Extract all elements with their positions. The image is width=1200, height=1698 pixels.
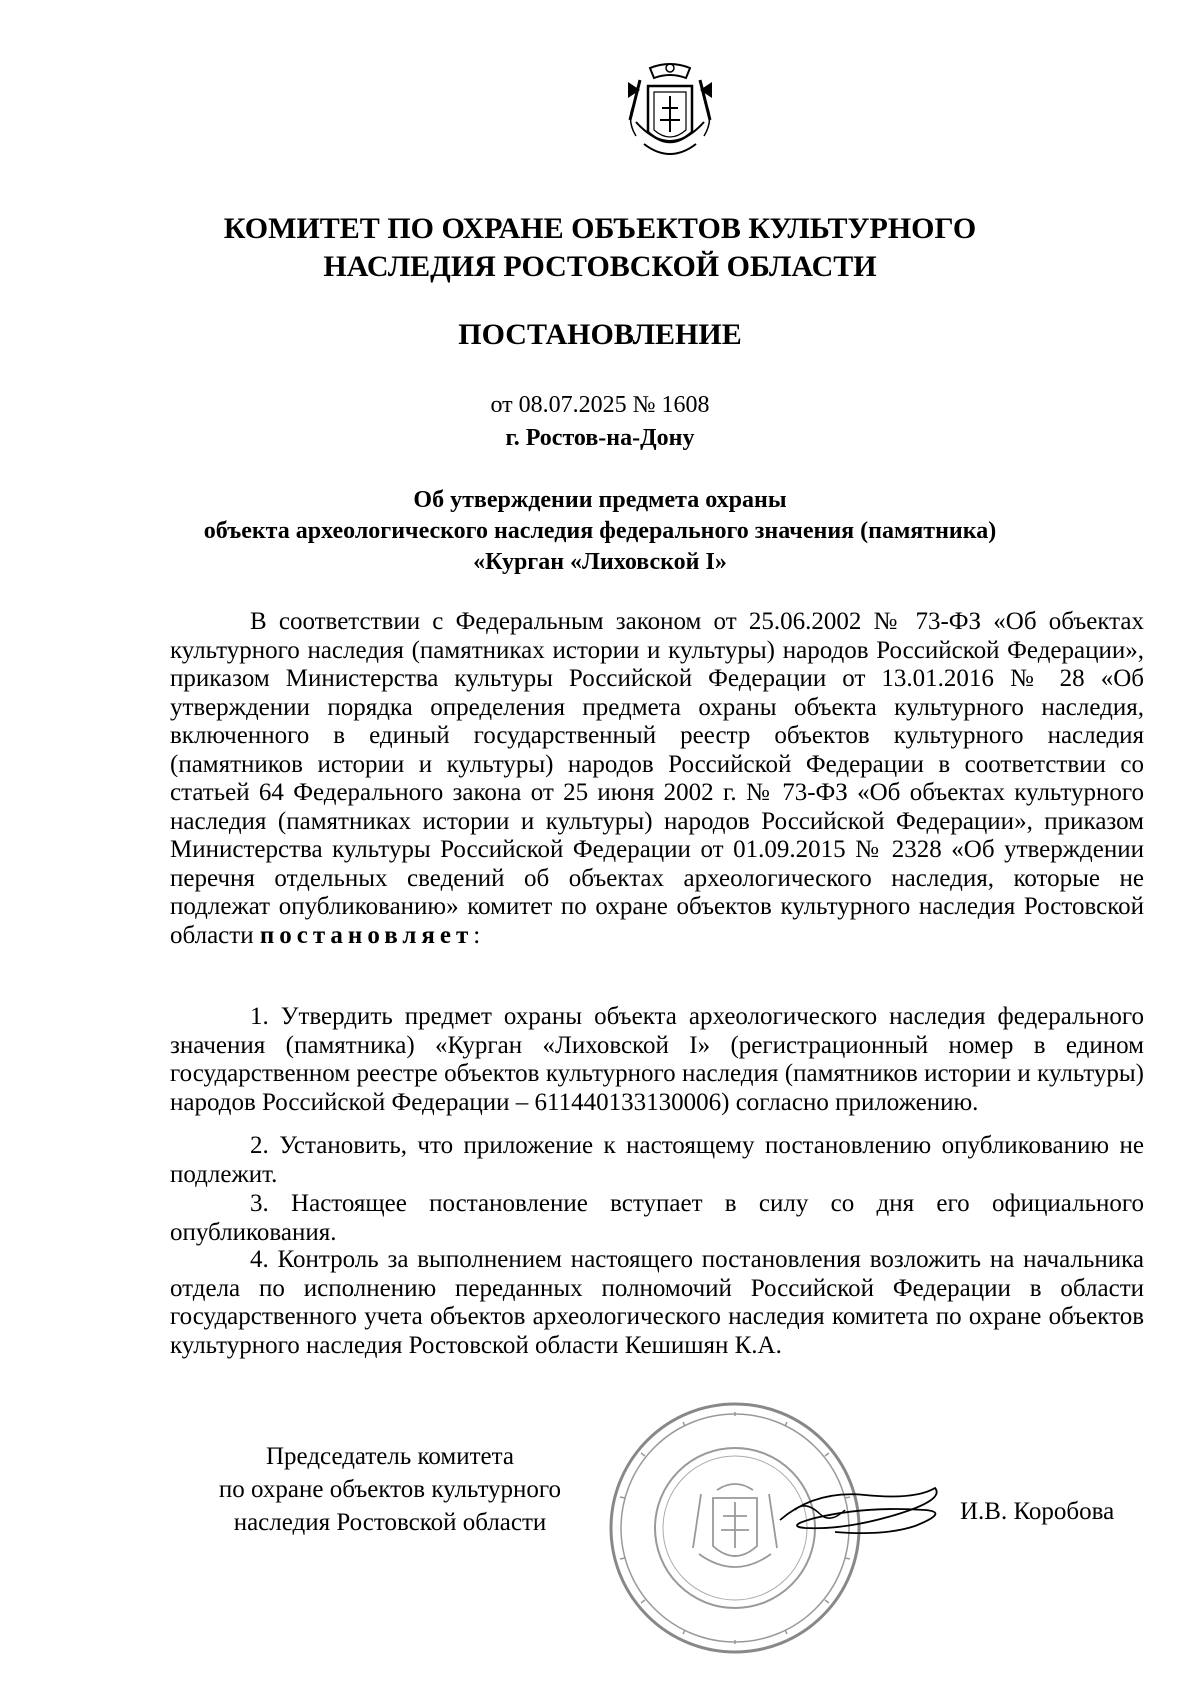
decree-word: постановляет	[259, 921, 474, 949]
title-line3: «Курган «Лиховской I»	[473, 549, 727, 575]
signer-position	[180, 1440, 600, 1539]
coat-of-arms-icon	[620, 60, 720, 170]
signer-position-line3: наследия Ростовской области	[233, 1509, 547, 1536]
document-title	[150, 485, 1050, 578]
document-type: ПОСТАНОВЛЕНИЕ	[458, 318, 742, 351]
title-line2: объекта археологического наследия федерального значения (памятника)	[203, 518, 997, 544]
signer-position-line2: по охране объектов культурного	[218, 1476, 562, 1503]
signer-position-line1: Председатель комитета	[266, 1443, 514, 1470]
committee-name	[0, 210, 1200, 286]
preamble-text: В соответствии с Федеральным законом от 25.06.2002 № 73-ФЗ «Об объектах культурного наследия (памятниках истории и культуры) народов Российской Федерации», приказом Министерства культуры Российской Федерации от 13.01.2016 № 28 «Об утверждении порядка определения предмета охраны объекта культурного наследия, включенного в единый государственный реестр объектов культурного наследия (памятников истории и культуры) народов Российской Федерации в соответствии со статьей 64 Федерального закона от 25 июня 2002 г. № 73-ФЗ «Об объектах культурного наследия (памятниках истории и культуры) народов Российской Федерации», приказом Министерства культуры Российской Федерации от 01.09.2015 № 2328 «Об утверждении перечня отдельных сведений об объектах археологического наследия, которые не подлежат опубликованию» комитет по охране объектов культурного наследия Ростовской области	[170, 608, 1144, 949]
preamble-paragraph	[170, 608, 1144, 950]
date-number: от 08.07.2025 № 1608	[490, 392, 710, 418]
item-4: 4. Контроль за выполнением настоящего постановления возложить на начальника отдела по исполнению переданных полномочий Российской Федерации в области государственного учета объектов археологического наследия комитета по охране объектов культурного наследия Ростовской области Кешишян К.А.	[170, 1246, 1144, 1359]
item-2: 2. Установить, что приложение к настоящему постановлению опубликованию не подлежит.	[170, 1132, 1144, 1188]
decree-colon: :	[473, 921, 481, 949]
city: г. Ростов-на-Дону	[505, 425, 695, 451]
committee-name-line2: НАСЛЕДИЯ РОСТОВСКОЙ ОБЛАСТИ	[323, 250, 877, 283]
committee-name-line1: КОМИТЕТ ПО ОХРАНЕ ОБЪЕКТОВ КУЛЬТУРНОГО	[223, 212, 977, 245]
title-line1: Об утверждении предмета охраны	[413, 487, 787, 513]
item-3: 3. Настоящее постановление вступает в силу со дня его официального опубликования.	[170, 1190, 1144, 1246]
signer-name: И.В. Коробова	[960, 1498, 1115, 1525]
handwritten-signature-icon	[775, 1470, 955, 1550]
item-1: 1. Утвердить предмет охраны объекта археологического наследия федерального значения (памятника) «Курган «Лиховской I» (регистрационный номер в едином государственном реестре объектов культурного наследия (памятников истории и культуры) народов Российской Федерации – 611440133130006) согласно приложению.	[170, 1003, 1144, 1116]
